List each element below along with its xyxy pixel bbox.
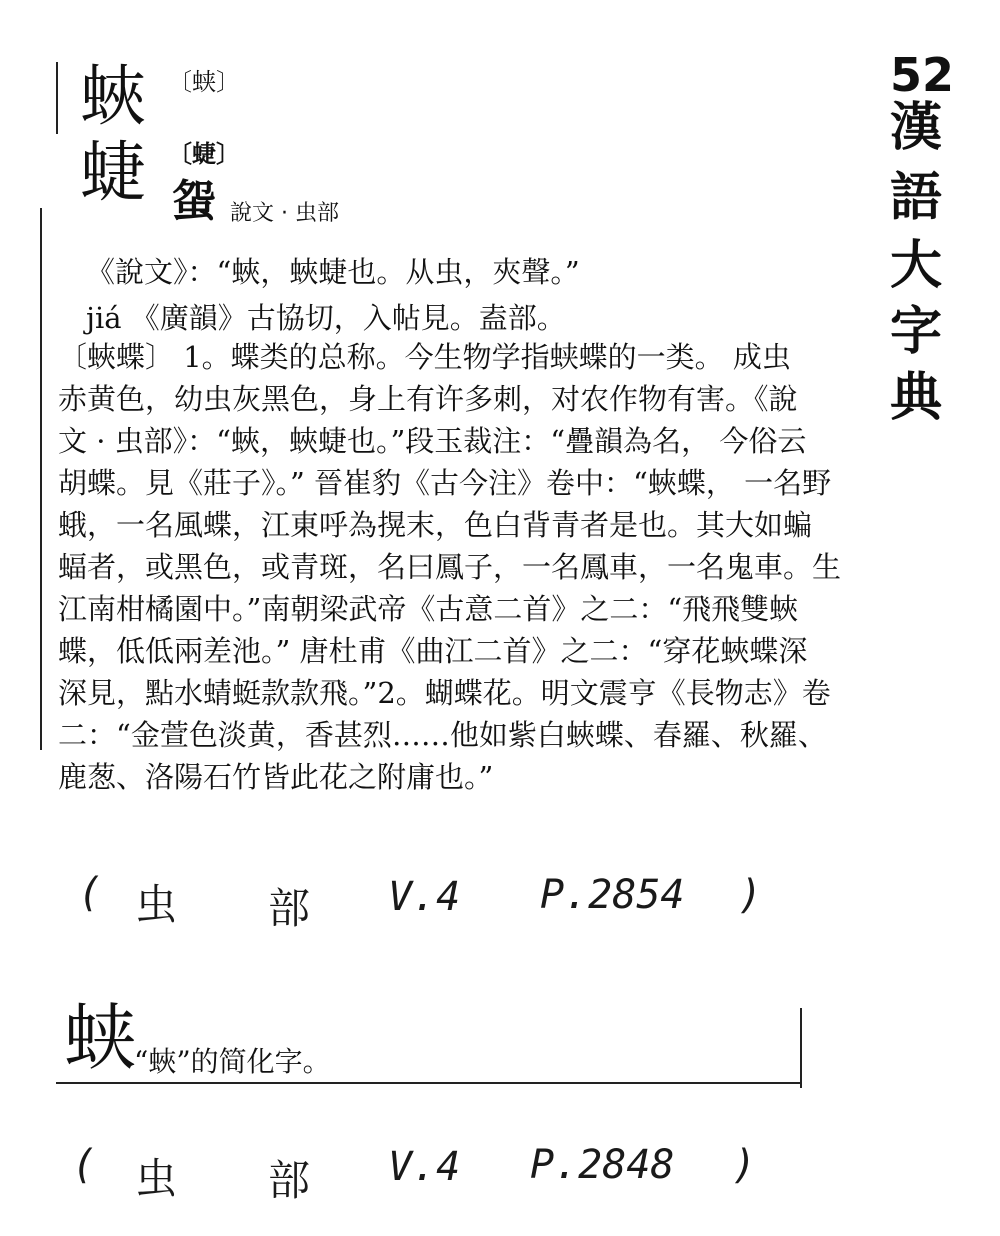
note2-close-paren: ) xyxy=(732,1142,757,1188)
note1-section: 部 xyxy=(268,884,311,933)
side-title-char-1: 漢 xyxy=(890,98,943,158)
note1-volume: V.4 xyxy=(388,874,461,920)
entry1-head-char-2: 蜨 xyxy=(80,134,146,211)
entry2-bottom-rule xyxy=(56,1082,800,1084)
entry1-line-5: 文 · 虫部》：“蛺，蛺蜨也。”段玉裁注：“疊韻為名， 今俗云 xyxy=(58,424,807,458)
entry1-line-4: 赤黄色，幼虫灰黑色，身上有许多刺，对农作物有害。《說 xyxy=(58,382,798,416)
entry1-line-9: 江南柑橘園中。”南朝梁武帝《古意二首》之二：“飛飛雙蛺 xyxy=(58,592,799,626)
side-title-char-5: 典 xyxy=(890,368,943,428)
entry1-line-1: 《說文》：“蛺，蛺蜨也。从虫，夾聲。” xyxy=(86,255,580,289)
entry1-line-12: 二：“金萱色淡黄，香甚烈……他如紫白蛺蝶、春羅、秋羅、 xyxy=(58,718,827,752)
side-title-char-4: 字 xyxy=(890,302,943,362)
note2-volume: V.4 xyxy=(388,1144,461,1190)
note2-section: 部 xyxy=(268,1156,311,1205)
note1-open-paren: ( xyxy=(78,870,103,916)
entry2-right-rule xyxy=(800,1008,802,1088)
side-title-char-2: 語 xyxy=(890,168,943,228)
entry1-line-8: 蝠者，或黑色，或青斑，名曰鳳子，一名鳳車，一名鬼車。生 xyxy=(58,550,842,584)
entry1-seal-script-glyph: 䖤 xyxy=(172,176,216,227)
entry1-line-7: 蛾，一名風蝶，江東呼為㨪末，色白背青者是也。其大如蝙 xyxy=(58,508,813,542)
side-title-number: 52 xyxy=(890,48,955,102)
side-title-char-3: 大 xyxy=(890,236,943,296)
note2-radical: 虫 xyxy=(135,1154,178,1203)
entry1-head-char-1-variant: 〔蛱〕 xyxy=(168,68,240,96)
note2-page: P.2848 xyxy=(530,1142,675,1188)
entry2-definition: “蛺”的简化字。 xyxy=(134,1045,331,1078)
note1-page: P.2854 xyxy=(540,872,685,918)
entry1-line-6: 胡蝶。見《莊子》。” 晉崔豹《古今注》卷中：“蛺蝶， 一名野 xyxy=(58,466,832,500)
entry1-line-13: 鹿葱、洛陽石竹皆此花之附庸也。” xyxy=(58,760,494,794)
entry1-line-3: 〔蛺蝶〕 1。蝶类的总称。今生物学指蛱蝶的一类。 成虫 xyxy=(58,340,791,374)
entry1-source-tag: 說文 · 虫部 xyxy=(230,201,339,226)
left-rule-top xyxy=(56,62,58,134)
entry2-head-char: 蛱 xyxy=(64,996,137,1080)
note1-radical: 虫 xyxy=(135,880,178,929)
left-rule-long xyxy=(40,208,42,750)
note2-open-paren: ( xyxy=(72,1142,97,1188)
entry1-line-10: 蝶，低低兩差池。” 唐杜甫《曲江二首》之二：“穿花蛺蝶深 xyxy=(58,634,808,668)
entry1-line-2: jiá 《廣韻》古協切，入帖見。盍部。 xyxy=(86,301,566,335)
entry1-head-char-1: 蛺 xyxy=(80,58,146,135)
note1-close-paren: ) xyxy=(738,872,763,918)
entry1-head-char-2-variant: 〔蜨〕 xyxy=(168,139,240,168)
entry1-line-11: 深見，點水蜻蜓款款飛。”2。蝴蝶花。明文震亨《長物志》卷 xyxy=(58,676,831,710)
